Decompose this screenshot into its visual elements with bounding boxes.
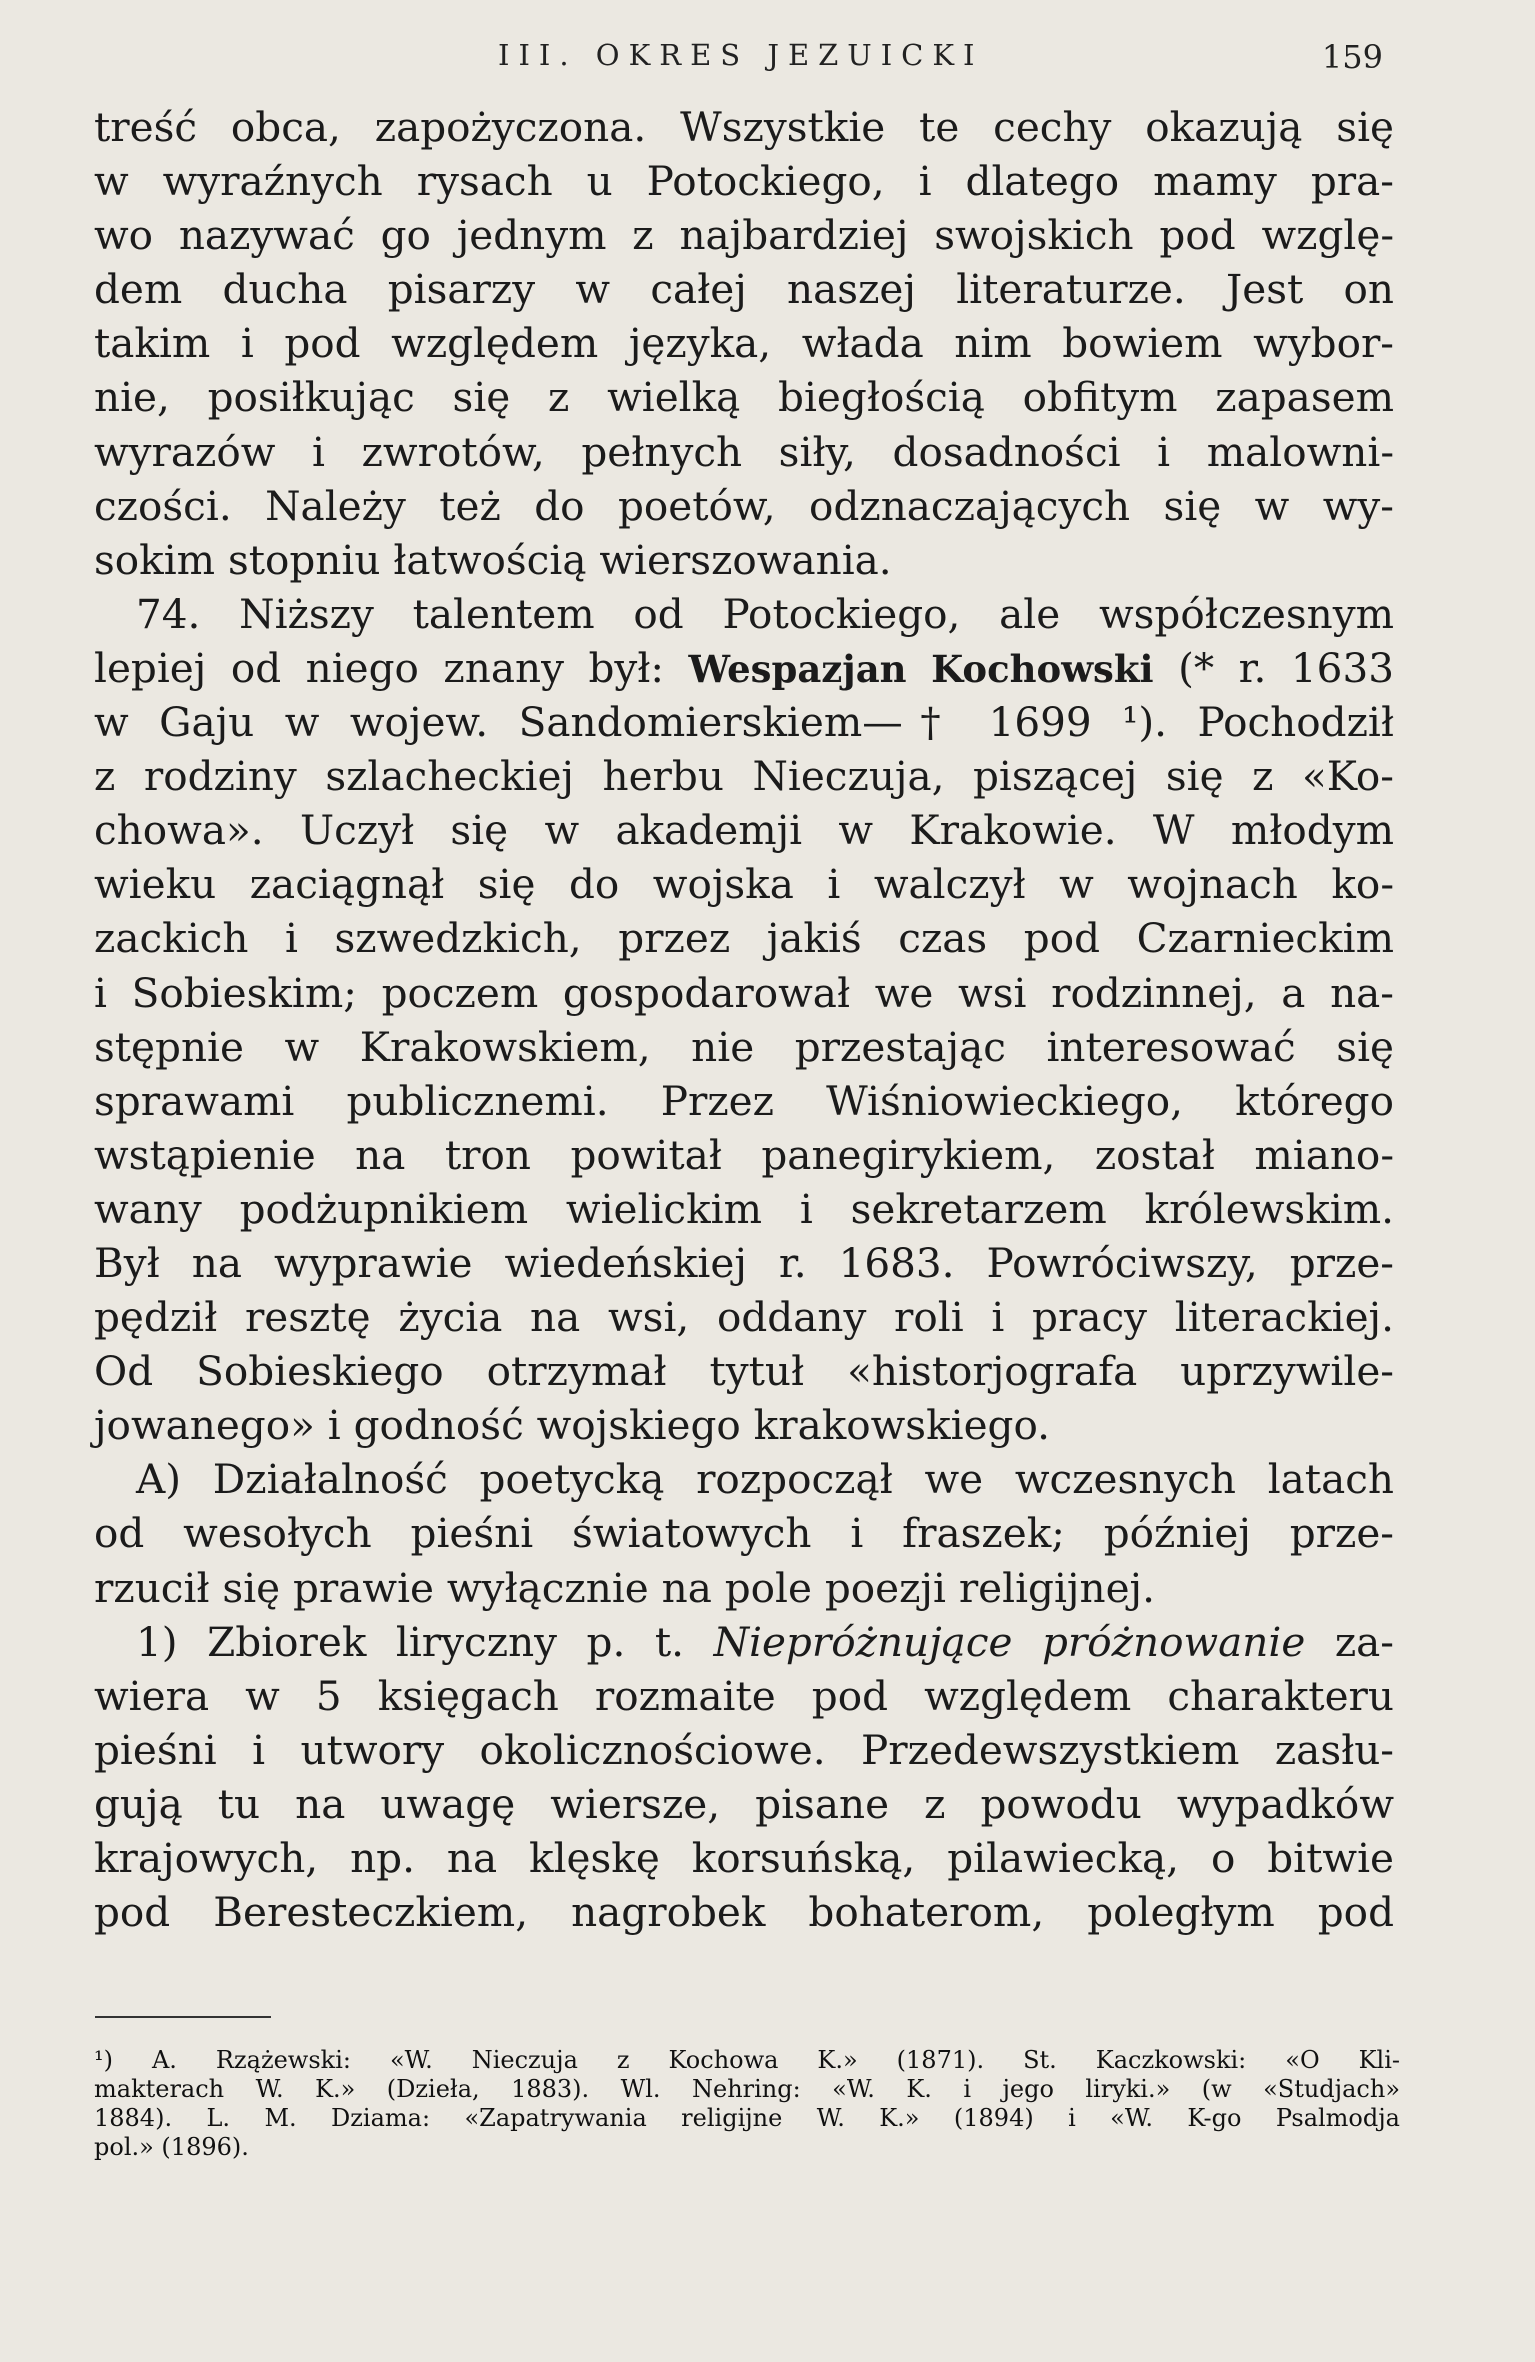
footnote-divider	[95, 2016, 271, 2018]
paragraph-74-line: zackich i szwedzkich, przez jakiś czas pod Czarnieckim	[94, 914, 1394, 963]
text-line: takim i pod względem języka, włada nim bowiem wybor-	[94, 319, 1394, 368]
text-line: dem ducha pisarzy w całej naszej literaturze. Jest on	[94, 265, 1394, 314]
paragraph-a-line: rzucił się prawie wyłącznie na pole poezji religijnej.	[94, 1563, 1155, 1612]
text-line: wyrazów i zwrotów, pełnych siły, dosadności i malowni-	[94, 427, 1394, 476]
paragraph-74-line: z rodziny szlacheckiej herbu Nieczuja, piszącej się z «Ko-	[94, 752, 1394, 801]
paragraph-74-line: sprawami publicznemi. Przez Wiśniowieckiego, którego	[94, 1076, 1394, 1125]
paragraph-74-line	[94, 641, 1394, 695]
main-text	[94, 100, 1394, 1939]
paragraph-74-line: wieku zaciągnął się do wojska i walczył w wojnach ko-	[94, 860, 1394, 909]
paragraph-1-line: pod Beresteczkiem, nagrobek bohaterom, poległym pod	[94, 1888, 1394, 1937]
paragraph-74-line: jowanego» i godność wojskiego krakowskiego.	[94, 1401, 1051, 1450]
paragraph-1-line: pieśni i utwory okolicznościowe. Przedewszystkiem zasłu-	[94, 1725, 1394, 1774]
paragraph-74-line: wany podżupnikiem wielickim i sekretarzem królewskim.	[94, 1184, 1394, 1233]
paragraph-1-line: gują tu na uwagę wiersze, pisane z powodu wypadków	[94, 1779, 1394, 1828]
text-line: sokim stopniu łatwością wierszowania.	[94, 535, 892, 584]
footnote-line: 1884). L. M. Dziama: «Zapatrywania religijne W. K.» (1894) i «W. K-go Psalmodja	[94, 2104, 1400, 2132]
paragraph-a-line: A) Działalność poetycką rozpoczął we wczesnych latach	[136, 1455, 1394, 1504]
footnote-line: ¹) A. Rzążewski: «W. Nieczuja z Kochowa K.» (1871). St. Kaczkowski: «O Kli-	[94, 2046, 1400, 2074]
text-line: treść obca, zapożyczona. Wszystkie te cechy okazują się	[94, 103, 1394, 151]
running-head: III. OKRES JEZUICKI	[498, 38, 984, 72]
paragraph-74-line: Od Sobieskiego otrzymał tytuł «historjografa uprzywile-	[94, 1347, 1394, 1396]
footnote-line: pol.» (1896).	[94, 2133, 249, 2161]
page-number: 159	[1321, 38, 1383, 76]
text-fragment: (* r. 1633	[1153, 643, 1394, 692]
paragraph-74-line: stępnie w Krakowskiem, nie przestając interesować się	[94, 1022, 1394, 1071]
paragraph-a-line: od wesołych pieśni światowych i fraszek; później prze-	[94, 1509, 1394, 1558]
paragraph-74-line: w Gaju w wojew. Sandomierskiem—† 1699 ¹). Pochodził	[94, 698, 1394, 747]
text-line: nie, posiłkując się z wielką biegłością obfitym zapasem	[94, 373, 1394, 422]
paragraph-74-line: 74. Niższy talentem od Potockiego, ale współczesnym	[136, 589, 1394, 638]
text-fragment: za-	[1305, 1617, 1394, 1666]
text-fragment: 1) Zbiorek liryczny p. t.	[136, 1617, 714, 1666]
paragraph-74-line: wstąpienie na tron powitał panegirykiem, został miano-	[94, 1130, 1394, 1179]
paragraph-1-line	[94, 1615, 1394, 1669]
footnotes	[94, 2046, 1400, 2162]
paragraph-1-line: krajowych, np. na klęskę korsuńską, pilawiecką, o bitwie	[94, 1834, 1394, 1882]
paragraph-74-line: pędził resztę życia na wsi, oddany roli i pracy literackiej.	[94, 1293, 1394, 1342]
paragraph-74-line: Był na wyprawie wiedeńskiej r. 1683. Powróciwszy, prze-	[94, 1238, 1394, 1287]
text-line: wo nazywać go jednym z najbardziej swojskich pod wzglę-	[94, 211, 1394, 260]
paragraph-1-line: wiera w 5 księgach rozmaite pod względem charakteru	[94, 1671, 1394, 1720]
text-fragment: lepiej od niego znany był:	[94, 643, 689, 692]
paragraph-74-line: chowa». Uczył się w akademji w Krakowie. W młodym	[94, 806, 1394, 855]
paragraph-74-line: i Sobieskim; poczem gospodarował we wsi rodzinnej, a na-	[94, 968, 1394, 1017]
text-line: w wyraźnych rysach u Potockiego, i dlatego mamy pra-	[94, 157, 1394, 206]
author-name: Wespazjan Kochowski	[688, 646, 1154, 691]
work-title: Niepróżnujące próżnowanie	[713, 1617, 1306, 1666]
page-header	[0, 38, 1535, 78]
text-line: czości. Należy też do poetów, odznaczających się w wy-	[94, 481, 1394, 530]
footnote-line: makterach W. K.» (Dzieła, 1883). Wl. Nehring: «W. K. i jego liryki.» (w «Studjach»	[94, 2075, 1400, 2103]
